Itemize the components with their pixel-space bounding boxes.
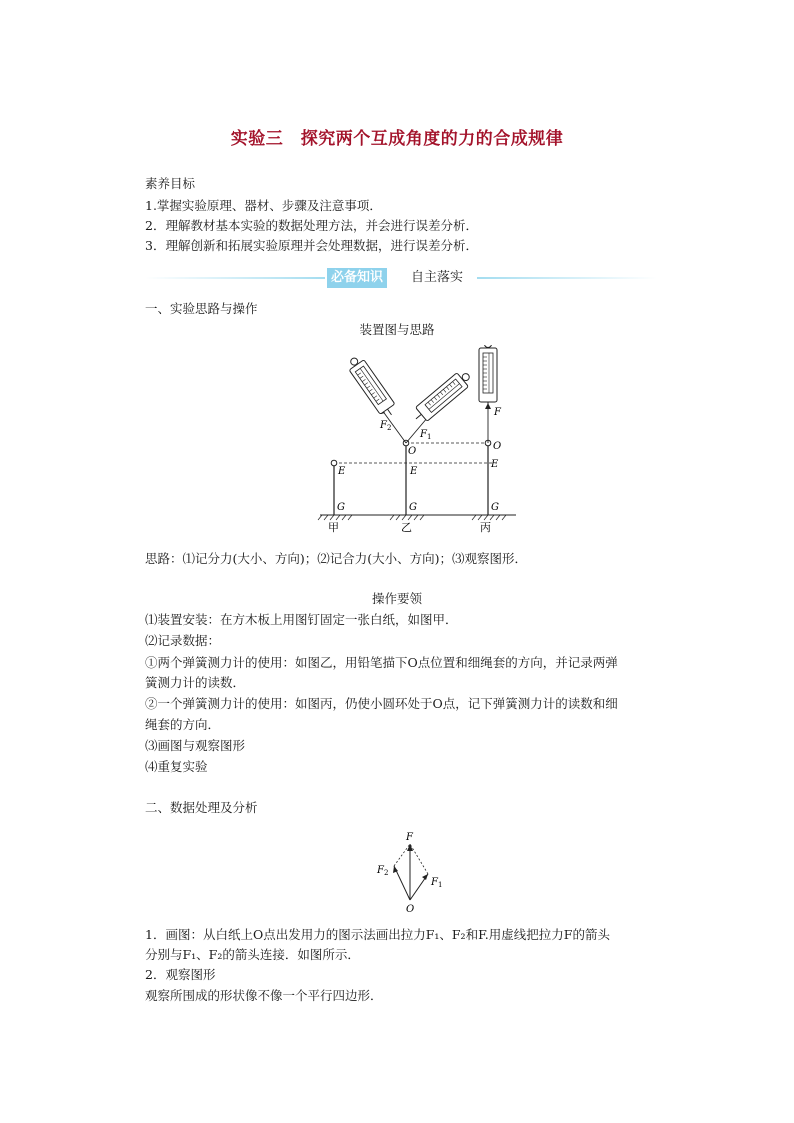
goal-item-3: 3．理解创新和拓展实验原理并会处理数据，进行误差分析． bbox=[145, 238, 478, 253]
page-title: 实验三 探究两个互成角度的力的合成规律 bbox=[230, 129, 564, 149]
section2-heading: 二、数据处理及分析 bbox=[145, 800, 258, 815]
label-g-bing: G bbox=[491, 502, 499, 513]
idea-text: 思路：⑴记分力(大小、方向)；⑵记合力(大小、方向)；⑶观察图形． bbox=[145, 551, 528, 566]
banner-highlight: 必备知识 bbox=[327, 268, 387, 288]
label-e-bing: E bbox=[491, 459, 499, 470]
apparatus-figure bbox=[300, 345, 530, 535]
ops-line-1: ⑴装置安装：在方木板上用图钉固定一张白纸，如图甲． bbox=[145, 612, 458, 627]
ops-line-8: ⑷重复实验 bbox=[145, 759, 208, 774]
analysis-line-3: 2．观察图形 bbox=[145, 967, 216, 982]
banner-line-right bbox=[477, 277, 657, 279]
goal-item-1: 1.掌握实验原理、器材、步骤及注意事项． bbox=[145, 198, 382, 213]
spring-meter-f1 bbox=[410, 368, 474, 426]
goal-item-2: 2．理解教材基本实验的数据处理方法，并会进行误差分析． bbox=[145, 218, 478, 233]
figure-title: 装置图与思路 bbox=[359, 322, 435, 337]
ops-line-3: ①两个弹簧测力计的使用：如图乙，用铅笔描下O点位置和细绳套的方向，并记录两弹 bbox=[145, 655, 618, 670]
label-bing: 丙 bbox=[480, 521, 491, 534]
label-f: F bbox=[494, 407, 501, 418]
ops-title: 操作要领 bbox=[371, 591, 422, 606]
ops-line-5: ②一个弹簧测力计的使用：如图丙，仍使小圆环处于O点，记下弹簧测力计的读数和细 bbox=[145, 696, 618, 711]
ground-hatch bbox=[318, 515, 506, 520]
ops-line-7: ⑶画图与观察图形 bbox=[145, 738, 246, 753]
section1-heading: 一、实验思路与操作 bbox=[145, 301, 258, 316]
section-banner bbox=[145, 266, 657, 290]
parallelogram-diagram bbox=[370, 830, 450, 914]
banner-line-left bbox=[145, 277, 325, 279]
banner-text: 自主落实 bbox=[411, 270, 464, 285]
label-e-yi: E bbox=[410, 466, 418, 477]
label-o-yi: O bbox=[408, 446, 417, 457]
spring-meter-f2 bbox=[345, 354, 399, 420]
label-e-jia: E bbox=[338, 466, 346, 477]
label-f1: $F_1$ bbox=[420, 429, 432, 441]
diagram-label-f2: $F_2$ bbox=[377, 865, 389, 877]
diagram-label-f: F bbox=[406, 832, 413, 843]
label-g-yi: G bbox=[409, 502, 417, 513]
label-f2: $F_2$ bbox=[380, 420, 392, 432]
label-g-jia: G bbox=[337, 502, 345, 513]
label-jia: 甲 bbox=[328, 521, 339, 534]
analysis-line-2: 分别与F₁、F₂的箭头连接．如图所示． bbox=[145, 947, 360, 962]
ops-line-6: 绳套的方向． bbox=[145, 717, 221, 732]
analysis-line-4: 观察所围成的形状像不像一个平行四边形． bbox=[145, 988, 383, 1003]
diagram-label-o: O bbox=[406, 904, 415, 914]
label-o-bing: O bbox=[493, 441, 502, 452]
spring-meter-f bbox=[479, 345, 497, 409]
ops-line-4: 簧测力计的读数． bbox=[145, 675, 246, 690]
goals-heading: 素养目标 bbox=[145, 176, 196, 191]
diagram-label-f1: $F_1$ bbox=[431, 877, 443, 889]
dashed-f2-f bbox=[394, 844, 410, 866]
dashed-f1-f bbox=[410, 844, 428, 874]
label-yi: 乙 bbox=[401, 521, 412, 534]
ops-line-2: ⑵记录数据： bbox=[145, 633, 221, 648]
analysis-line-1: 1．画图：从白纸上O点出发用力的图示法画出拉力F₁、F₂和F.用虚线把拉力F的箭头 bbox=[145, 927, 610, 942]
